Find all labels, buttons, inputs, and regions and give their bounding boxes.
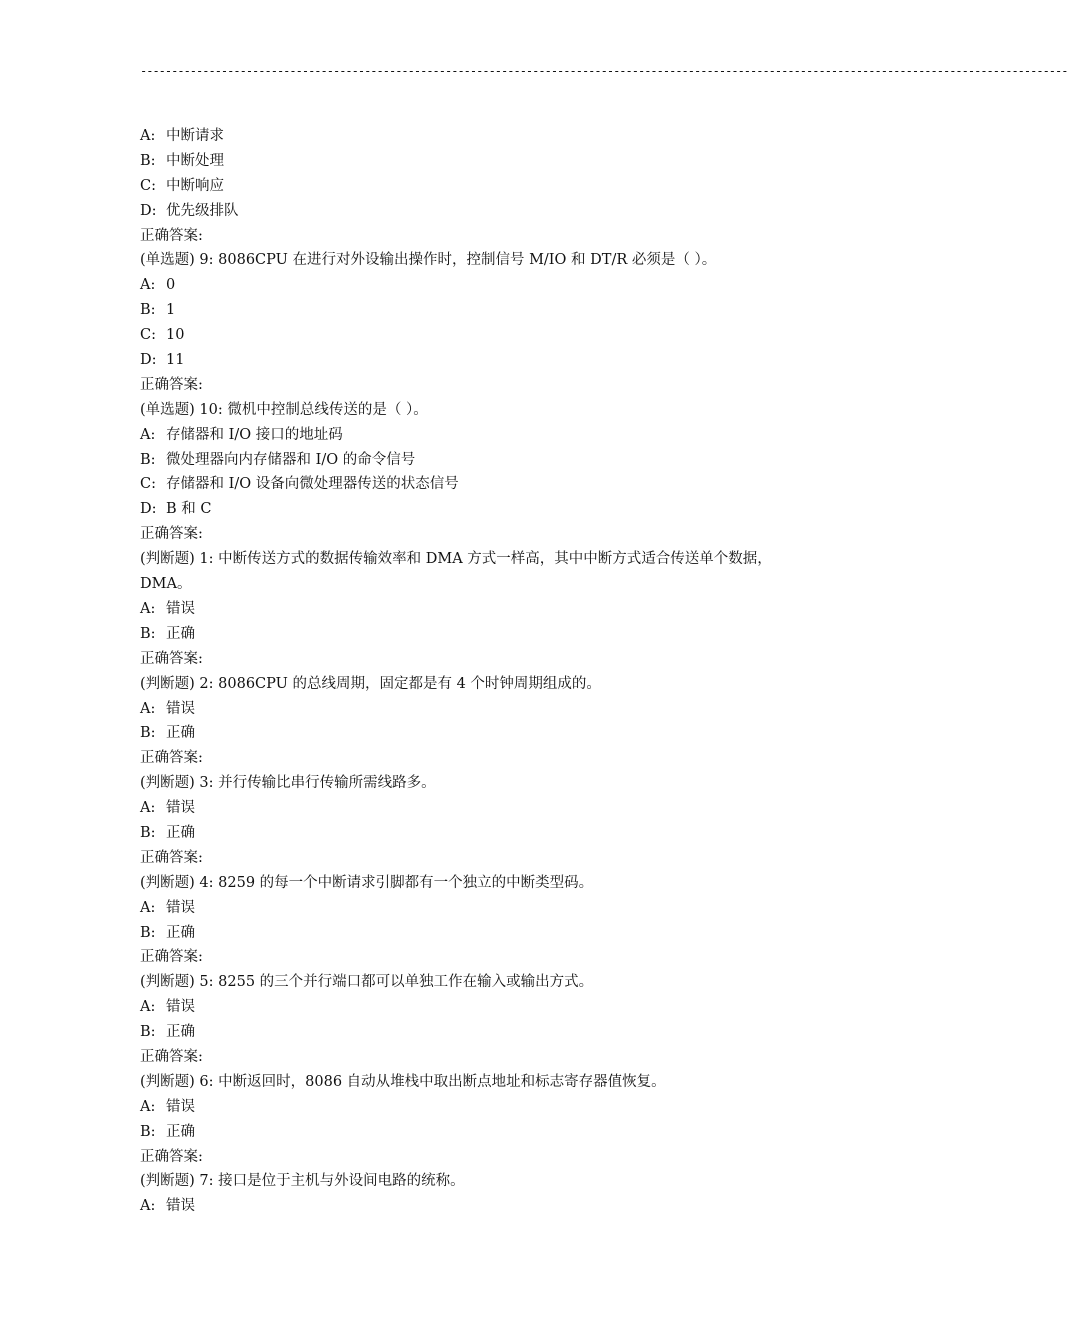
option-key: A: (140, 128, 156, 144)
option-text: 中断响应 (166, 177, 224, 194)
option-line (140, 174, 815, 199)
option-text: 错误 (166, 600, 195, 617)
option-line (140, 273, 815, 298)
option-line (140, 697, 815, 722)
option-text: 错误 (166, 700, 195, 717)
option-text: 错误 (166, 1198, 195, 1215)
option-line (140, 995, 815, 1020)
option-line (140, 472, 815, 497)
option-key: D: (140, 202, 157, 219)
answer-label: 正确答案: (140, 227, 203, 244)
option-key: B: (140, 1024, 156, 1041)
option-key: C: (140, 177, 156, 194)
option-key: A: (140, 426, 156, 443)
option-line (140, 1020, 815, 1045)
question-stem: (单选题) 10: 微机中控制总线传送的是（ ）。 (140, 401, 428, 418)
option-line (140, 497, 815, 522)
option-line (140, 423, 815, 448)
option-key: A: (140, 600, 156, 617)
answer-label: 正确答案: (140, 849, 203, 866)
option-key: B: (140, 451, 156, 468)
option-key: C: (140, 476, 156, 493)
option-text: 正确 (166, 924, 195, 941)
answer-label: 正确答案: (140, 650, 203, 667)
option-text: 存储器和 I/O 设备向微处理器传送的状态信号 (166, 476, 459, 493)
answer-label: 正确答案: (140, 1048, 203, 1065)
option-line (140, 149, 815, 174)
option-line (140, 1120, 815, 1145)
option-text: 正确 (166, 1123, 195, 1140)
option-text: 11 (166, 352, 185, 369)
option-line (140, 721, 815, 746)
option-text: 错误 (166, 899, 195, 916)
option-text: 错误 (166, 1098, 195, 1115)
option-line (140, 298, 815, 323)
option-text: 正确 (166, 725, 195, 742)
option-key: B: (140, 152, 156, 169)
option-text: 0 (166, 277, 176, 294)
option-text: 正确 (166, 625, 195, 642)
option-key: B: (140, 824, 156, 841)
option-key: A: (140, 1098, 156, 1115)
option-key: D: (140, 501, 157, 518)
option-line (140, 921, 815, 946)
question-stem: (判断题) 3: 并行传输比串行传输所需线路多。 (140, 775, 436, 792)
option-key: B: (140, 924, 156, 941)
option-text: 中断请求 (166, 128, 224, 144)
option-line (140, 348, 815, 373)
question-list (140, 124, 815, 1219)
option-text: 错误 (166, 800, 195, 817)
option-text: 优先级排队 (166, 202, 239, 219)
option-text: 存储器和 I/O 接口的地址码 (166, 426, 343, 443)
option-line (140, 597, 815, 622)
option-key: B: (140, 725, 156, 742)
answer-label: 正确答案: (140, 1148, 203, 1165)
option-text: 中断处理 (166, 152, 224, 169)
option-key: B: (140, 1123, 156, 1140)
option-key: D: (140, 352, 157, 369)
option-line (140, 821, 815, 846)
question-stem: (判断题) 6: 中断返回时，8086 自动从堆栈中取出断点地址和标志寄存器值恢复。 (140, 1073, 666, 1090)
header-dashed-rule: ----------------------------------------------------------------------------------------------------------------------------------------------------- (140, 64, 1067, 78)
option-line (140, 1194, 815, 1219)
option-key: A: (140, 700, 156, 717)
option-line (140, 1095, 815, 1120)
option-line (140, 796, 815, 821)
option-key: A: (140, 1198, 156, 1215)
answer-label: 正确答案: (140, 376, 203, 393)
question-stem: (判断题) 2: 8086CPU 的总线周期，固定都是有 4 个时钟周期组成的。 (140, 675, 601, 692)
option-line (140, 896, 815, 921)
option-text: 微处理器向内存储器和 I/O 的命令信号 (166, 451, 416, 468)
option-line (140, 622, 815, 647)
question-stem: (判断题) 5: 8255 的三个并行端口都可以单独工作在输入或输出方式。 (140, 974, 594, 991)
option-line (140, 323, 815, 348)
option-text: 正确 (166, 1024, 195, 1041)
question-stem: (判断题) 1: 中断传送方式的数据传输效率和 DMA 方式一样高，其中中断方式适合传送单个数据，DMA。 (140, 551, 772, 593)
answer-label: 正确答案: (140, 949, 203, 966)
option-line (140, 124, 815, 149)
option-text: 正确 (166, 824, 195, 841)
answer-label: 正确答案: (140, 750, 203, 767)
option-text: 错误 (166, 999, 195, 1016)
option-key: A: (140, 800, 156, 817)
option-key: A: (140, 277, 156, 294)
option-text: 1 (166, 302, 176, 319)
option-text: B 和 C (166, 501, 212, 518)
answer-label: 正确答案: (140, 526, 203, 543)
option-key: A: (140, 999, 156, 1016)
question-stem: (判断题) 4: 8259 的每一个中断请求引脚都有一个独立的中断类型码。 (140, 874, 594, 891)
option-line (140, 448, 815, 473)
option-key: B: (140, 625, 156, 642)
question-stem: (判断题) 7: 接口是位于主机与外设间电路的统称。 (140, 1173, 465, 1190)
option-key: B: (140, 302, 156, 319)
option-key: A: (140, 899, 156, 916)
option-text: 10 (166, 327, 185, 344)
question-stem: (单选题) 9: 8086CPU 在进行对外设输出操作时，控制信号 M/IO 和 DT/R 必须是（ ）。 (140, 252, 717, 269)
option-key: C: (140, 327, 156, 344)
option-line (140, 199, 815, 224)
